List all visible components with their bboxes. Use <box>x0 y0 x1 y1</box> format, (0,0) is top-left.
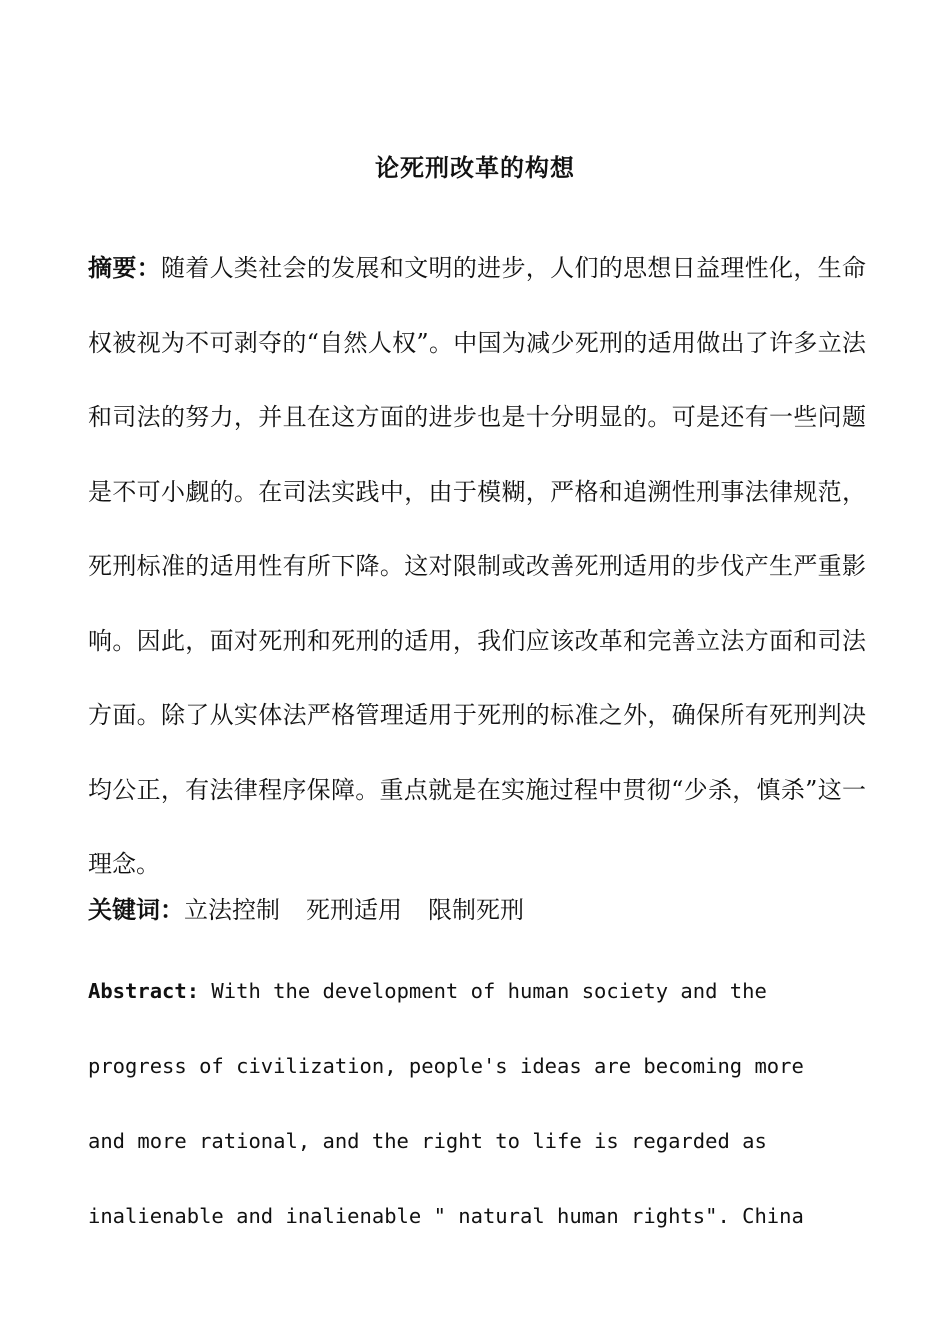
english-abstract-line: progress of civilization, people's ideas are becoming more <box>88 1054 804 1078</box>
document-title: 论死刑改革的构想 <box>375 153 575 182</box>
english-abstract <box>88 954 848 1254</box>
english-abstract-label: Abstract: <box>88 979 200 1003</box>
chinese-abstract-text: 随着人类社会的发展和文明的进步，人们的思想日益理性化，生命权被视为不可剥夺的“自然人权”。中国为减少死刑的适用做出了许多立法和司法的努力，并且在这方面的进步也是十分明显的。可是还有一些问题是不可小觑的。在司法实践中，由于模糊，严格和追溯性刑事法律规范，死刑标准的适用性有所下降。这对限制或改善死刑适用的步伐产生严重影响。因此，面对死刑和死刑的适用，我们应该改革和完善立法方面和司法方面。除了从实体法严格管理适用于死刑的标准之外，确保所有死刑判决均公正，有法律程序保障。重点就是在实施过程中贯彻“少杀，慎杀”这一理念。 <box>88 254 866 878</box>
keyword-item: 立法控制 <box>184 896 280 924</box>
english-abstract-line: and more rational, and the right to life is regarded as <box>88 1129 767 1153</box>
chinese-abstract <box>88 231 866 902</box>
keyword-item: 死刑适用 <box>306 896 402 924</box>
keyword-item: 限制死刑 <box>428 896 524 924</box>
english-abstract-line: inalienable and inalienable " natural human rights". China <box>88 1204 804 1228</box>
keywords-line <box>88 890 866 930</box>
keywords-label: 关键词： <box>88 895 184 924</box>
english-abstract-line: With the development of human society and the <box>199 979 767 1003</box>
chinese-abstract-label: 摘要： <box>88 253 161 282</box>
